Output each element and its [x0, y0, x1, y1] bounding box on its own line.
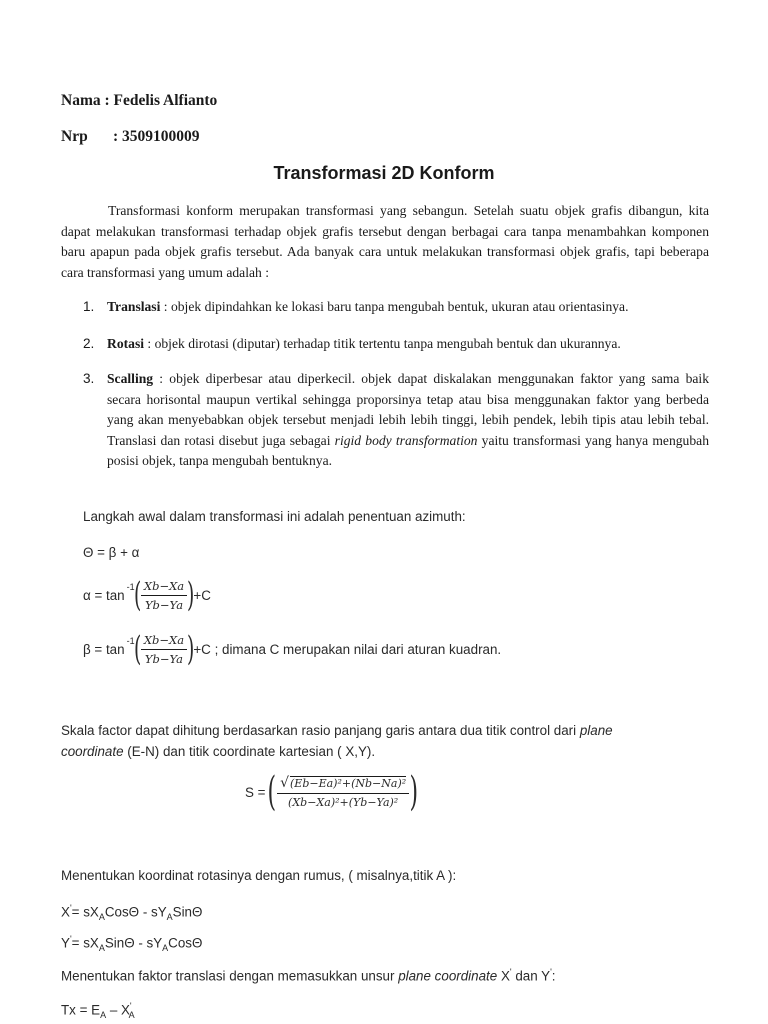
rot-x-b: = sX: [71, 904, 99, 920]
student-nrp-label: Nrp: [61, 128, 88, 145]
list-item-1-number: 1.: [83, 299, 95, 314]
beta-exp: -1: [126, 636, 135, 646]
student-nrp-value: : 3509100009: [113, 128, 200, 145]
desc-scalling-b: yaitu transformasi yang hanya mengubah posisi objek, tanpa mengubah bentuknya.: [107, 432, 709, 468]
s-numerator: [277, 775, 409, 794]
y-var: Y: [61, 935, 70, 951]
translation-intro: [61, 967, 556, 983]
term-scalling: Scalling: [107, 371, 154, 386]
rigid-body-term: rigid body transformation: [334, 432, 478, 448]
prime-mark: ': [69, 903, 72, 913]
prime-mark: ': [69, 934, 72, 944]
trans-text-c: dan Y: [511, 968, 551, 984]
sqrt-icon: √: [280, 775, 290, 791]
rot-y-e: Cos: [168, 935, 192, 951]
sub-a: A: [98, 912, 105, 923]
list-item-translasi: [107, 297, 709, 318]
s-denominator: (Xb−Xa)²+(Yb−Ya)²: [288, 796, 399, 809]
trans-text-d: :: [551, 968, 556, 984]
beta-rhs: +C ; dimana C merupakan nilai dari aturan kuadran.: [193, 641, 502, 657]
rotation-intro: Menentukan koordinat rotasinya dengan rumus, ( misalnya,titik A ):: [61, 868, 457, 883]
alpha-fraction: [141, 579, 187, 612]
alpha-exp: -1: [126, 582, 135, 592]
sub-a: A: [100, 1010, 107, 1021]
alpha-lhs: α = tan: [83, 587, 125, 603]
formula-s: [245, 769, 419, 815]
scale-paragraph: [61, 721, 661, 762]
document-title: Transformasi 2D Konform: [273, 163, 495, 183]
rot-x-d: - sY: [139, 904, 167, 920]
right-paren: ): [409, 769, 419, 815]
trans-text-b: X: [497, 968, 510, 984]
formula-theta: Θ = β + α: [83, 545, 140, 560]
s-lhs: S =: [245, 784, 266, 800]
alpha-rhs: +C: [193, 587, 211, 603]
sub-a: A: [166, 912, 173, 923]
tx-sub-a: A: [128, 1010, 135, 1021]
alpha-denominator: Yb−Ya: [144, 597, 184, 612]
formula-tx: [61, 1001, 135, 1020]
sub-a: A: [98, 943, 105, 954]
desc-scalling-a: : objek diperbesar atau diperkecil. objek dapat diskalakan menggunakan faktor yang sama baik secara horisontal maupun vertikal sehingga proporsinya tetap atau bisa menggunakan faktor yang berbeda yang akan menyebabkan objek tersebut menjadi lebih lebih tinggi, lebih pendek, lebih tipis atau lebih tebal. Translasi dan rotasi disebut juga sebagai: [107, 371, 709, 448]
left-paren: (: [133, 629, 141, 669]
azimuth-intro: Langkah awal dalam transformasi ini adalah penentuan azimuth:: [83, 509, 466, 524]
beta-numerator: Xb−Xa: [141, 633, 187, 650]
rot-x-e: Sin: [172, 904, 192, 920]
left-paren: (: [267, 769, 277, 815]
term-rotasi: Rotasi: [107, 336, 145, 351]
rot-x-c: Cos: [104, 904, 129, 920]
tx-a: Tx = E: [61, 1002, 101, 1018]
left-paren: (: [133, 575, 141, 615]
list-item-2-number: 2.: [83, 336, 95, 351]
rot-y-c: Sin: [104, 935, 125, 951]
right-paren: ): [187, 629, 195, 669]
rot-y-d: - sY: [134, 935, 163, 951]
theta-symbol: Θ: [192, 935, 203, 951]
tx-b: – X: [106, 1002, 130, 1018]
formula-rot-y: [61, 934, 202, 953]
trans-italic: plane coordinate: [398, 968, 498, 984]
prime-mark: ': [509, 967, 512, 977]
rot-y-b: = sX: [71, 935, 99, 951]
list-item-rotasi: [107, 334, 709, 355]
desc-rotasi: : objek dirotasi (diputar) terhadap titik tertentu tanpa mengubah bentuk dan ukurannya.: [144, 336, 621, 351]
beta-fraction: [141, 633, 187, 666]
beta-lhs: β = tan: [83, 641, 125, 657]
right-paren: ): [187, 575, 195, 615]
s-numerator-text: (Eb−Ea)²+(Nb−Na)²: [290, 777, 407, 790]
formula-alpha: [83, 575, 211, 615]
beta-denominator: Yb−Ya: [144, 651, 184, 666]
student-name: Nama : Fedelis Alfianto: [61, 92, 218, 109]
term-translasi: Translasi: [107, 299, 161, 314]
theta-symbol: Θ: [124, 935, 135, 951]
intro-text: Transformasi konform merupakan transformasi yang sebangun. Setelah suatu objek grafis dibangun, kita dapat melakukan transformasi terhadap objek grafis tersebut dengan berbagai cara tanpa menambahkan komponen baru apapun pada objek grafis tersebut. Ada banyak cara untuk melakukan transformasi objek grafis, tapi beberapa cara transformasi yang umum adalah :: [61, 203, 709, 280]
desc-translasi: : objek dipindahkan ke lokasi baru tanpa mengubah bentuk, ukuran atau orientasinya.: [160, 299, 629, 314]
intro-paragraph: [61, 201, 709, 283]
prime-mark: ': [129, 1001, 132, 1011]
formula-beta: [83, 629, 502, 669]
scale-italic: plane coordinate: [61, 723, 613, 759]
theta-symbol: Θ: [192, 904, 203, 920]
trans-text-a: Menentukan faktor translasi dengan memasukkan unsur: [61, 968, 399, 984]
s-fraction: [277, 775, 409, 809]
x-var: X: [61, 904, 70, 920]
list-item-3-number: 3.: [83, 371, 95, 386]
scale-text-a: Skala factor dapat dihitung berdasarkan rasio panjang garis antara dua titik control dari: [61, 723, 580, 738]
scale-text-b: (E-N) dan titik coordinate kartesian ( X,Y).: [123, 743, 376, 759]
prime-mark: ': [550, 967, 552, 977]
sub-a: A: [162, 943, 169, 954]
list-item-scalling: [107, 369, 709, 472]
alpha-numerator: Xb−Xa: [141, 579, 187, 596]
formula-rot-x: [61, 903, 202, 922]
theta-symbol: Θ: [128, 904, 140, 920]
